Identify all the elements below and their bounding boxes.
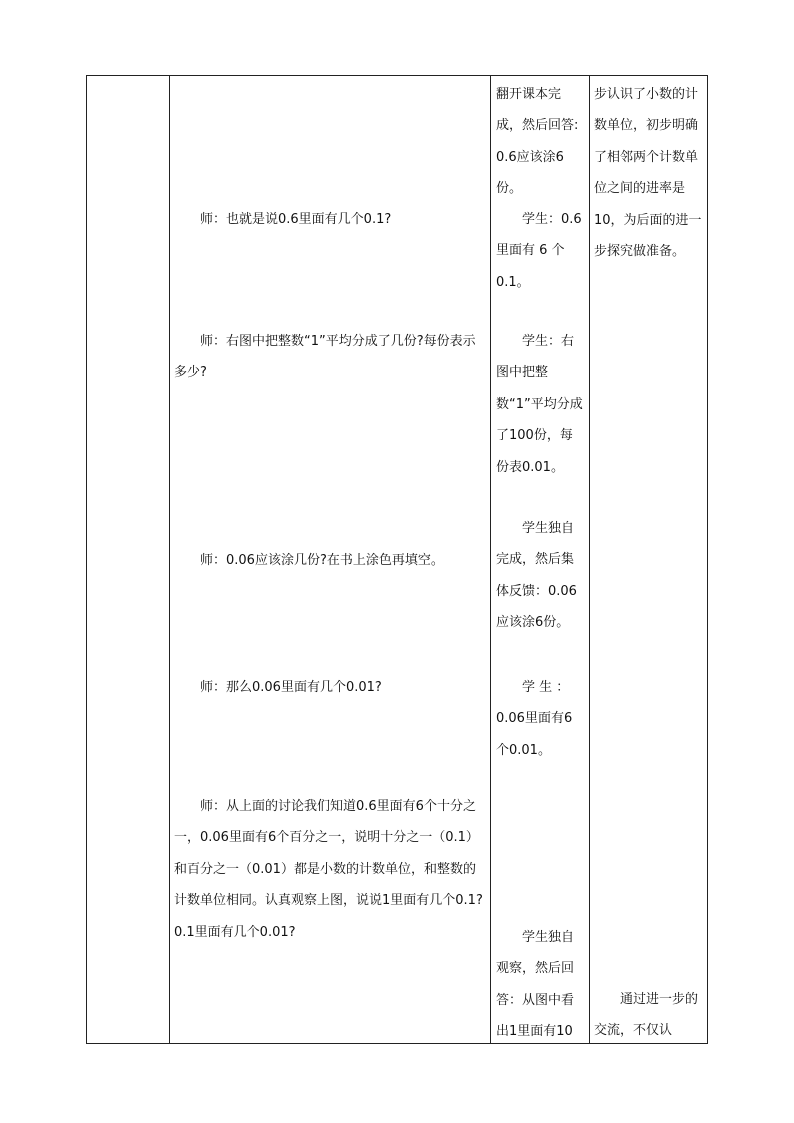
student-answer-0: 翻开课本完成，然后回答: 0.6应该涂6份。 xyxy=(496,87,579,197)
student-answer-2: 学生：右图中把整数“1”平均分成了100份，每份表0.01。 xyxy=(496,334,583,475)
teacher-question-3: 师：0.06应该涂几份?在书上涂色再填空。 xyxy=(200,553,444,568)
lesson-plan-table xyxy=(86,75,708,1044)
design-intent-column xyxy=(590,76,707,1043)
teacher-question-4: 师：那么0.06里面有几个0.01? xyxy=(200,680,382,695)
teacher-question-1: 师：也就是说0.6里面有几个0.1? xyxy=(200,212,392,227)
design-intent-2: 通过进一步的交流，不仅认 xyxy=(594,992,699,1039)
teacher-activity-column xyxy=(170,76,490,1043)
student-answer-4: 学 生 ：0.06里面有6个0.01。 xyxy=(496,680,573,758)
teacher-question-2: 师：右图中把整数“1”平均分成了几份?每份表示多少? xyxy=(174,334,476,381)
teacher-question-5: 师：从上面的讨论我们知道0.6里面有6个十分之一，0.06里面有6个百分之一，说明十分之一（0.1）和百分之一（0.01）都是小数的计数单位，和整数的计数单位相同。认真观察上图，说说1里面有几个0.1? 0.1里面有几个0.01? xyxy=(174,799,483,940)
design-intent-1: 步认识了小数的计数单位，初步明确了相邻两个计数单位之间的进率是10，为后面的进一步探究做准备。 xyxy=(594,87,702,260)
student-activity-column xyxy=(491,76,589,1043)
student-answer-5: 学生独自观察，然后回答：从图中看出1里面有10 xyxy=(496,930,575,1040)
student-answer-3: 学生独自完成，然后集体反馈：0.06应该涂6份。 xyxy=(496,521,577,631)
student-answer-1: 学生：0.6里面有 6 个0.1。 xyxy=(496,212,582,290)
